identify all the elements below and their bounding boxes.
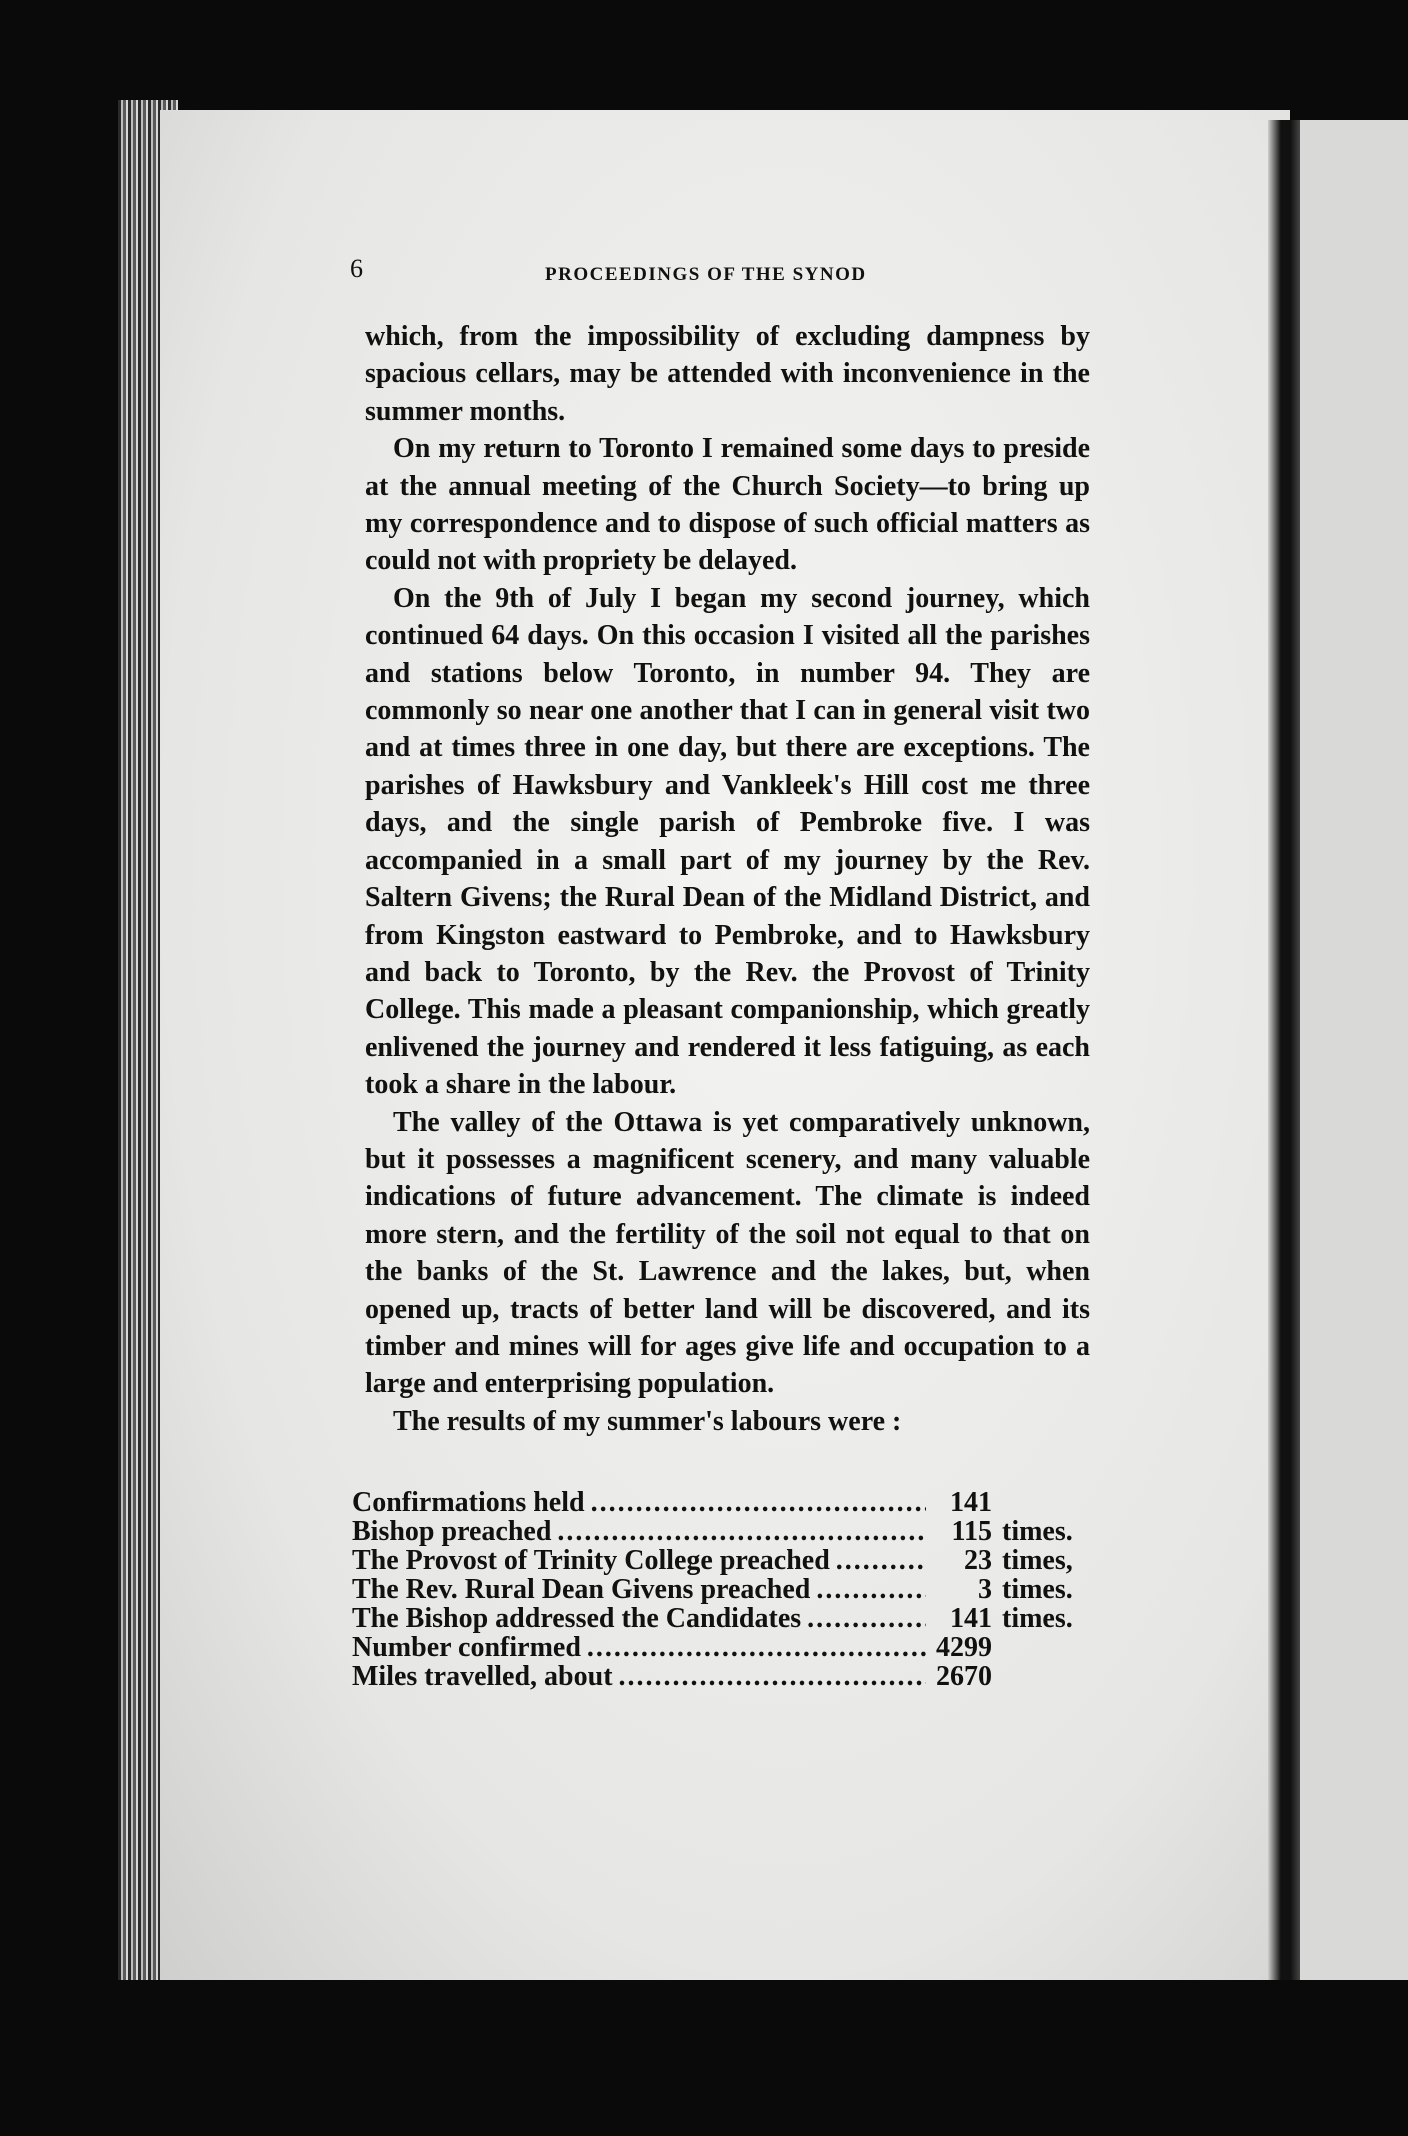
paragraph: The results of my summer's labours were : — [393, 1405, 902, 1437]
results-row — [352, 1633, 1092, 1662]
results-value: 4299 — [936, 1632, 992, 1663]
results-row — [352, 1488, 1092, 1517]
results-label: The Bishop addressed the Candidates — [352, 1603, 802, 1634]
paragraph: On my return to Toronto I remained some days to preside at the annual meeting of the Church Society—to bring up my correspondence and to dispose of such official matters as could not with propriety be delayed. — [365, 433, 1090, 577]
results-value: 3 — [978, 1574, 992, 1605]
facing-page-edge — [1300, 120, 1408, 1980]
results-label: Number confirmed — [352, 1632, 581, 1663]
results-row — [352, 1517, 1092, 1546]
results-value: 115 — [951, 1516, 992, 1547]
results-label: The Rev. Rural Dean Givens preached — [352, 1574, 811, 1605]
paragraph: which, from the impossibility of excluding dampness by spacious cellars, may be attended with inconvenience in the summer months. — [365, 321, 1090, 427]
leader-dots — [619, 1662, 926, 1691]
body-text — [365, 318, 1090, 1440]
results-label: Confirmations held — [352, 1487, 585, 1518]
book-gutter — [1268, 120, 1300, 1980]
page-number: 6 — [350, 254, 365, 283]
results-unit: times. — [1002, 1574, 1073, 1605]
results-row — [352, 1546, 1092, 1575]
results-label: Bishop preached — [352, 1516, 552, 1547]
results-value: 2670 — [936, 1661, 992, 1692]
results-value: 23 — [964, 1545, 992, 1576]
leader-dots — [807, 1604, 926, 1633]
running-head: PROCEEDINGS OF THE SYNOD — [545, 264, 867, 285]
paragraph: The valley of the Ottawa is yet comparatively unknown, but it possesses a magnificent scenery, and many valuable indications of future advancement. The climate is indeed more stern, and the fertility of the soil not equal to that on the banks of the St. Lawrence and the lakes, but, when opened up, tracts of better land will be discovered, and its timber and mines will for ages give life and occupation to a large and enterprising population. — [365, 1106, 1090, 1400]
leader-dots — [591, 1488, 926, 1517]
page-header — [350, 254, 1080, 298]
results-value: 141 — [950, 1487, 992, 1518]
results-unit: times. — [1002, 1603, 1073, 1634]
leader-dots — [836, 1546, 926, 1575]
results-value: 141 — [950, 1603, 992, 1634]
leader-dots — [816, 1575, 926, 1604]
results-unit: times. — [1002, 1516, 1073, 1547]
leader-dots — [557, 1517, 926, 1546]
results-unit: times, — [1002, 1545, 1073, 1576]
results-label: The Provost of Trinity College preached — [352, 1545, 830, 1576]
leader-dots — [587, 1633, 926, 1662]
paragraph: On the 9th of July I began my second journey, which continued 64 days. On this occasion I visited all the parishes and stations below Toronto, in number 94. They are commonly so near one another that I can in general visit two and at times three in one day, but there are exceptions. The parishes of Hawksbury and Vankleek's Hill cost me three days, and the single parish of Pembroke five. I was accompanied in a small part of my journey by the Rev. Saltern Givens; the Rural Dean of the Midland District, and from Kingston eastward to Pembroke, and to Hawksbury and back to Toronto, by the Rev. the Provost of Trinity College. This made a pleasant companionship, which greatly enlivened the journey and rendered it less fatiguing, as each took a share in the labour. — [365, 582, 1090, 1101]
results-table — [352, 1488, 1092, 1691]
results-row — [352, 1575, 1092, 1604]
results-row — [352, 1604, 1092, 1633]
results-row — [352, 1662, 1092, 1691]
results-label: Miles travelled, about — [352, 1661, 613, 1692]
